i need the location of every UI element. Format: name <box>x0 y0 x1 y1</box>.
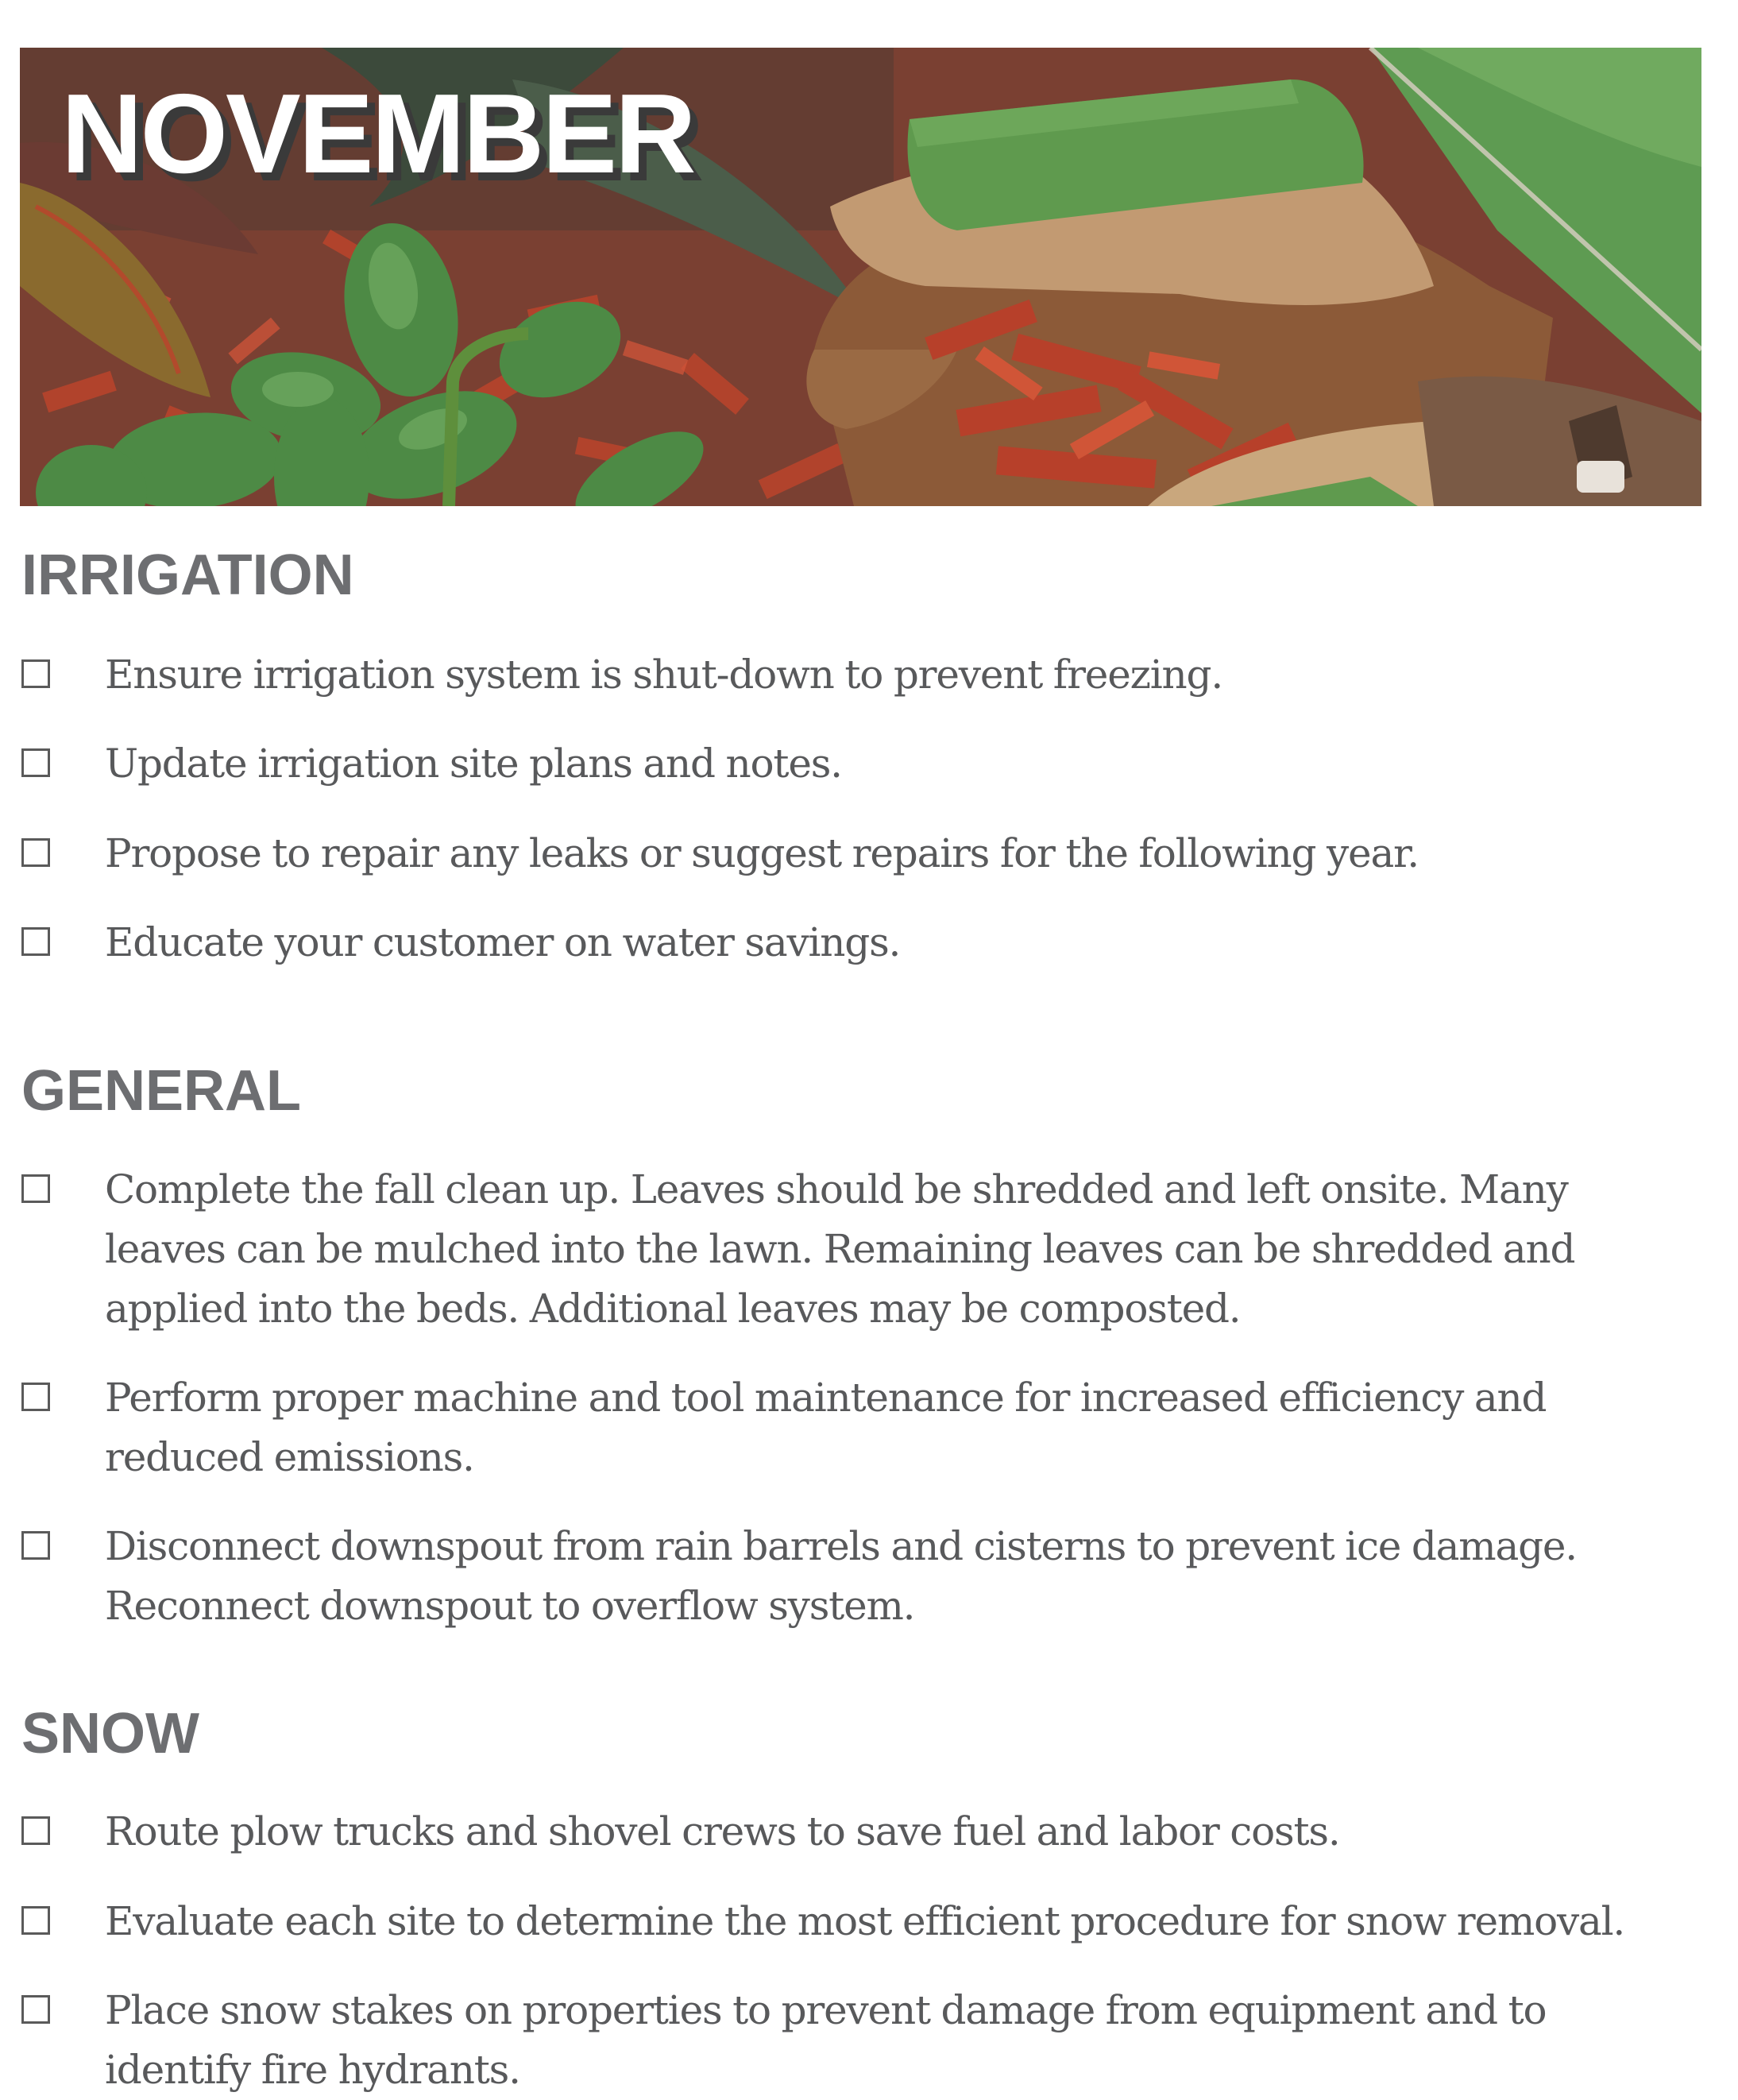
list-item-text: Ensure irrigation system is shut-down to prevent freezing. <box>105 652 1223 698</box>
list-item-text: Update irrigation site plans and notes. <box>105 741 842 787</box>
checkbox[interactable] <box>21 927 50 956</box>
list-item <box>21 734 1697 794</box>
list-item-text: Place snow stakes on properties to prevent damage from equipment and to identify fire hydrants. <box>105 1987 1547 2093</box>
checkbox[interactable] <box>21 1816 50 1845</box>
checkbox[interactable] <box>21 659 50 688</box>
list-item-text: Educate your customer on water savings. <box>105 919 901 965</box>
list-item-text: Propose to repair any leaks or suggest repairs for the following year. <box>105 830 1419 876</box>
checkbox[interactable] <box>21 1383 50 1411</box>
checkbox[interactable] <box>21 748 50 777</box>
list-item-text: Perform proper machine and tool maintenance for increased efficiency and reduced emissions. <box>105 1375 1547 1480</box>
list-item <box>21 1160 1697 1339</box>
list-item-text: Disconnect downspout from rain barrels and cisterns to prevent ice damage. Reconnect downspout to overflow system. <box>105 1523 1577 1629</box>
list-item <box>21 1981 1697 2100</box>
checkbox[interactable] <box>21 1174 50 1203</box>
list-item <box>21 645 1697 705</box>
page-title: NOVEMBER <box>61 71 694 197</box>
list-item <box>21 1368 1697 1487</box>
section-title-general: GENERAL <box>21 1059 302 1123</box>
list-item-text: Evaluate each site to determine the most efficient procedure for snow removal. <box>105 1898 1625 1944</box>
section-title-snow: SNOW <box>21 1702 199 1765</box>
list-item <box>21 913 1697 973</box>
checkbox[interactable] <box>21 1995 50 2024</box>
checkbox[interactable] <box>21 1531 50 1560</box>
list-item-text: Complete the fall clean up. Leaves should be shredded and left onsite. Many leaves can be mulched into the lawn. Remaining leaves can be shredded and applied into the beds. Additional leaves may be composted. <box>105 1166 1575 1332</box>
checkbox[interactable] <box>21 1906 50 1935</box>
header-banner <box>20 48 1701 506</box>
list-item-text: Route plow trucks and shovel crews to save fuel and labor costs. <box>105 1808 1340 1854</box>
list-item <box>21 1517 1697 1636</box>
list-item <box>21 1892 1697 1951</box>
list-item <box>21 1802 1697 1862</box>
section-title-irrigation: IRRIGATION <box>21 543 354 607</box>
checkbox[interactable] <box>21 838 50 867</box>
list-item <box>21 824 1697 884</box>
